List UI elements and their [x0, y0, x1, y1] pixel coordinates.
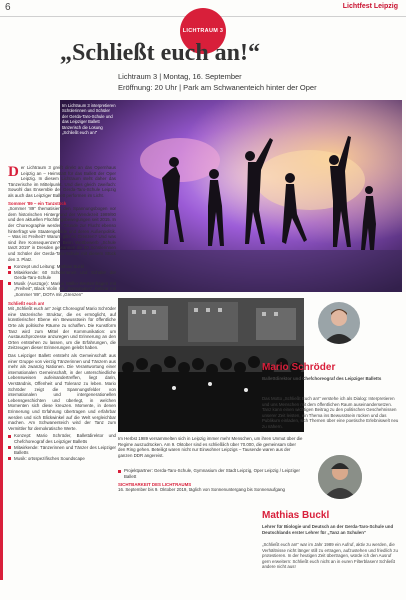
credit-item: Musik (Auszüge): Marius Müller-Westernhagen mit „Freiheit“, Black Violin mit „Stereotypes“, Keltcar mit „Sommer '89“, DOTA mit „Grenzen“	[8, 281, 116, 298]
accent-bar	[0, 280, 3, 580]
drop-cap: D	[8, 164, 19, 180]
demonstration-caption	[118, 436, 304, 493]
credits-list-1	[8, 264, 116, 298]
article-column	[8, 165, 116, 464]
avatar-mathias-buckl	[318, 455, 362, 499]
credit-item: Mitwirkende: 60 Schülerinnen und Schüler der Gerda-Taro-Schule	[8, 270, 116, 281]
credit-item: Mitwirkende: Tänzerinnen und Tänzer des Leipziger Balletts	[8, 445, 116, 456]
lead-text: er Lichtraum 3 greift direkt an das Opernhaus Leipzig an – Heimstatt für das Ballett der Oper Leipzig. In diesem Lichtraum steht daher das Tänzerische im Mittelpunkt. Und dies gleich zweifach: Sowohl das Ensemble der Gerda-Taro-Schule Leipzig als auch das Leipziger Ballett performen im Licht.	[8, 165, 116, 198]
credit-item: Konzept: Mario Schröder, Ballettdirektor und Chefchoreograf des Leipziger Balletts	[8, 433, 116, 444]
sightings-text: 16. September bis 9. Oktober 2019, täglich von Sonnenuntergang bis Sonnenaufgang	[118, 487, 285, 493]
person-name-mario: Mario Schröder	[262, 362, 336, 373]
credits-list-2	[8, 433, 116, 461]
lead-paragraph	[8, 165, 116, 199]
publication-name: Lichtfest Leipzig	[342, 3, 398, 10]
person-role-mathias: Lehrer für Biologie und Deutsch an der Gerda-Taro-Schule und Deutschlands erster Lehrer für „Tanz an Schulen“	[262, 524, 394, 535]
paragraph-schliesst: Mit „Schließt euch an“ zeigt Choreograf Mario Schröder eine tänzerische Struktur, die es ermöglicht, auf künstlerischer Ebene ein Bewusstsein für öffentliche Orte als politische Räume zu schaffen. Die Kunstform Tanz wird zum Mittel der Kommunikation: um Austauschprozesse anzuregen und Erinnerung an den Orten entstehen zu lassen, um die Erfahrungen, die Zeitzeugen dieser Erinnerungen gelebt haben.	[8, 306, 116, 351]
person-name-mathias: Mathias Buckl	[262, 510, 330, 521]
headline: „Schließt euch an!“	[60, 40, 261, 66]
avatar-mario-schroeder	[318, 302, 360, 344]
demonstration-caption-text: Im Herbst 1989 versammelten sich in Leipzig immer mehr Menschen, um ihren Unmut über die Regime auszudrücken. Am 9. Oktober sind es schließlich über 70.000, die gemeinsam über den Ring gehen. Beteiligt waren nicht nur Einwohner Leipzigs – Tausende waren aus der ganzen DDR angereist.	[118, 436, 303, 458]
event-location-line: Eröffnung: 20 Uhr | Park am Schwanenteich hinter der Oper	[118, 83, 317, 92]
photo-caption: Im Lichtraum 3 interpretieren Schülerinnen und Schüler der Gerda-Taro-Schule und das Leipziger Ballett tänzerisch die Losung „Schließt euch an!“	[62, 103, 116, 136]
event-date-line: Lichtraum 3 | Montag, 16. September	[118, 72, 242, 81]
subheading-schliesst: Schließt euch an!	[8, 300, 45, 306]
paragraph-sommer: „Sommer '89“ thematisiert den Spannungsbogen vor dem historischen Hintergrund der Wendezeit 1989/90 und den aktuellen Flüchtlingsbewegungen seit 2015. In der Choreographie werden Gründe zur Flucht ebenso hinterfragt wie Staatengebilde und deren Außenpolitik. – Was ist Freiheit? Warum gibt es Grenzen? Und was sind ihre Konsequenzen? Beim Wettbewerb „Schule tanzt 2019“ in Dresden gewannen die 60 Schülerinnen und Schüler der Gerda-Taro-Schule mit diesem Stück den 3. Platz.	[8, 206, 116, 262]
subheading-sommer: Sommer '89 – ein Tanzstück	[8, 200, 67, 206]
partner-item: Projektpartner: Gerda-Taro-Schule, Gymnasium der Stadt Leipzig, Oper Leipzig / Leipziger Ballett	[118, 468, 304, 479]
credit-item: Konzept und Leitung: Mathias Buckl	[8, 264, 116, 270]
credit-item: Musik: ortsspezifisches Soundscape	[8, 456, 116, 462]
project-partners	[118, 468, 304, 479]
page-number: 6	[5, 2, 11, 13]
quote-mario: Das Motto „Schließt Euch an!“ verstehe ich als Dialog: Interpretieren und uns Menschen mit dem öffentlichen Raum auseinandersetzen. Tanz kann einen wichtigen Beitrag zu den politischen Geschehnissen unserer Zeit leisten, ein Thema ins Bewusstsein rücken und das Publikum einladen, sich Themen über eine poetische Erlebniswelt neu zu nähern.	[262, 396, 399, 429]
section-badge: LICHTRAUM 3	[180, 8, 226, 54]
sightings-label: SICHTBARKEIT DES LICHTRAUMS	[118, 481, 192, 487]
person-role-mario: Ballettdirektor und Chefchoreograf des Leipziger Balletts	[262, 376, 382, 381]
quote-mathias: „Schließt euch an!“ war im Jahr 1989 ein Aufruf, aktiv zu werden, die Verhältnisse nicht länger still zu ertragen, aufzustehen und friedlich zu protestieren. In der heutigen Zeit übertragen, würde ich den Ausruf gern erweitern: Schließt euch nicht an in euren Filterblasen! Schließt andere nicht aus!	[262, 542, 398, 570]
paragraph-ballett: Das Leipziger Ballett entsteht als Gemeinschaft aus einer Gruppe von vierzig Tänzerinnen und Tänzern aus mehr als zwanzig Nationen. Die Verantwortung einer internationalen Gemeinschaft, in der unterschiedliche Lebensweisen aufeinandertreffen, liegt darin, Verständnis, Offenheit und Toleranz zu leben. Mario Schröder zeigt die Spannungsfelder von internationalen und intergenerationellen Lebensgeschichten und überlegt, in welchen Momenten sich diese kreuzen. Momente, in denen Erinnerung und Erfahrung übertragen und erfahrbar werden und sich Blickwinkel auf die Welt vergleichbar machen. Am Schwanenteich wird der Tanz zum Vermittler für demokratische Werte.	[8, 353, 116, 431]
